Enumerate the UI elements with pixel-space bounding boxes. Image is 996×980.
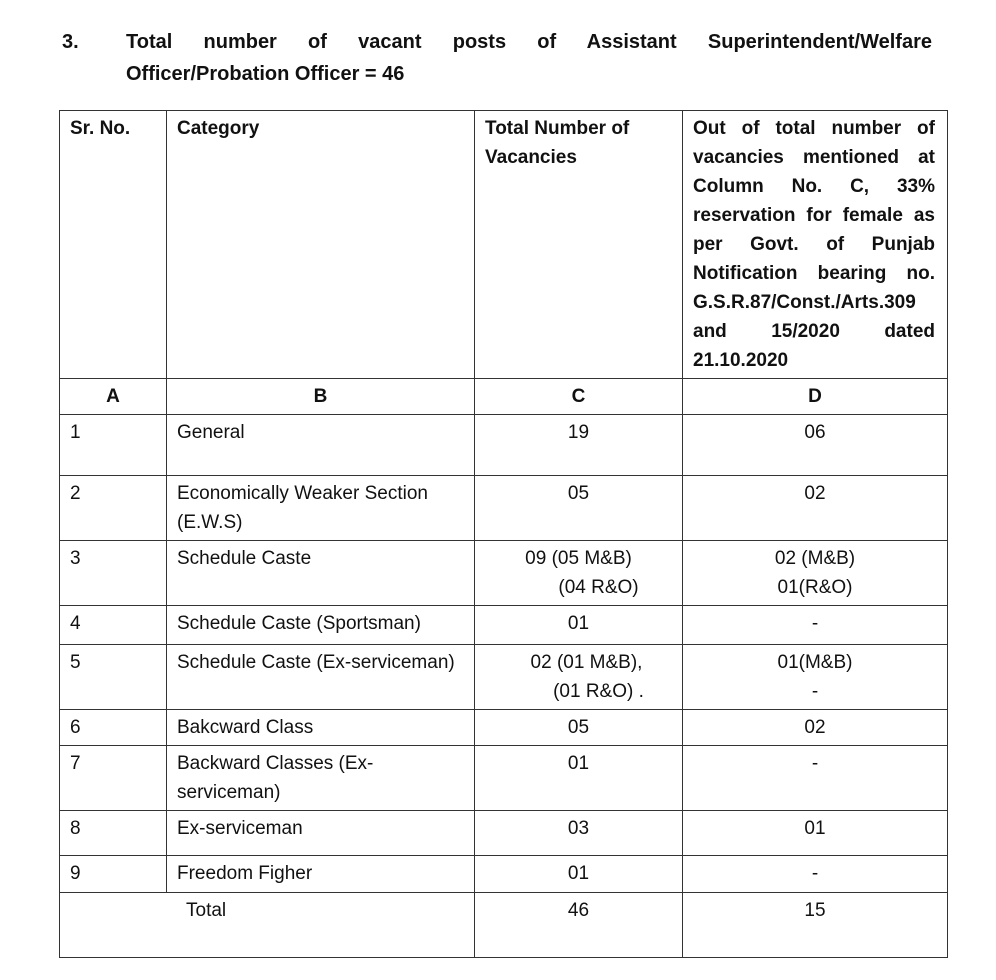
row-total: 09 (05 M&B) (04 R&O) [475,541,683,606]
table-row [60,541,948,606]
vacancy-table [59,110,948,958]
row-female: 01 [683,811,948,856]
header-female-reservation: Out of total number of vacancies mentioned at Column No. C, 33% reservation for female as per Govt. of Punjab Notification bearing no. G.S.R.87/Const./Arts.309 and 15/2020 dated 21.10.2020 [683,111,948,379]
table-header-row [60,111,948,379]
row-female: 01(M&B) - [683,645,948,710]
header-total-vacancies: Total Number of Vacancies [475,111,683,379]
row-sr: 3 [60,541,167,606]
column-letter-row [60,379,948,415]
total-row [60,893,948,958]
column-letter-b: B [167,379,475,415]
row-total: 05 [475,476,683,541]
row-sr: 7 [60,746,167,811]
row-sr: 9 [60,856,167,893]
row-category: General [167,415,475,476]
row-female: - [683,606,948,645]
row-total: 02 (01 M&B), (01 R&O) . [475,645,683,710]
row-total: 01 [475,856,683,893]
heading-line-1: Total number of vacant posts of Assistant Superintendent/Welfare [126,31,932,53]
table-row [60,856,948,893]
row-category: Ex-serviceman [167,811,475,856]
total-female-value: 15 [683,893,948,958]
total-label: Total [60,893,475,958]
table-row [60,415,948,476]
table-row [60,811,948,856]
row-sr: 4 [60,606,167,645]
row-sr: 8 [60,811,167,856]
row-female: 02 [683,476,948,541]
table-row [60,606,948,645]
row-female: - [683,856,948,893]
table-row [60,710,948,746]
header-category: Category [167,111,475,379]
header-sr-no: Sr. No. [60,111,167,379]
row-category: Schedule Caste (Sportsman) [167,606,475,645]
row-sr: 1 [60,415,167,476]
column-letter-a: A [60,379,167,415]
row-category: Bakcward Class [167,710,475,746]
column-letter-c: C [475,379,683,415]
row-total: 19 [475,415,683,476]
section-number: 3. [62,31,79,53]
row-female: 02 [683,710,948,746]
table-row [60,645,948,710]
row-sr: 2 [60,476,167,541]
row-sr: 5 [60,645,167,710]
table-row [60,476,948,541]
row-category: Schedule Caste [167,541,475,606]
row-female: 02 (M&B) 01(R&O) [683,541,948,606]
row-category: Freedom Figher [167,856,475,893]
total-vacancies-value: 46 [475,893,683,958]
heading-line-2: Officer/Probation Officer = 46 [126,63,405,85]
row-category: Economically Weaker Section (E.W.S) [167,476,475,541]
row-total: 01 [475,606,683,645]
table-row [60,746,948,811]
row-total: 03 [475,811,683,856]
row-female: 06 [683,415,948,476]
row-total: 01 [475,746,683,811]
row-female: - [683,746,948,811]
row-category: Schedule Caste (Ex-serviceman) [167,645,475,710]
column-letter-d: D [683,379,948,415]
row-total: 05 [475,710,683,746]
row-category: Backward Classes (Ex-serviceman) [167,746,475,811]
row-sr: 6 [60,710,167,746]
